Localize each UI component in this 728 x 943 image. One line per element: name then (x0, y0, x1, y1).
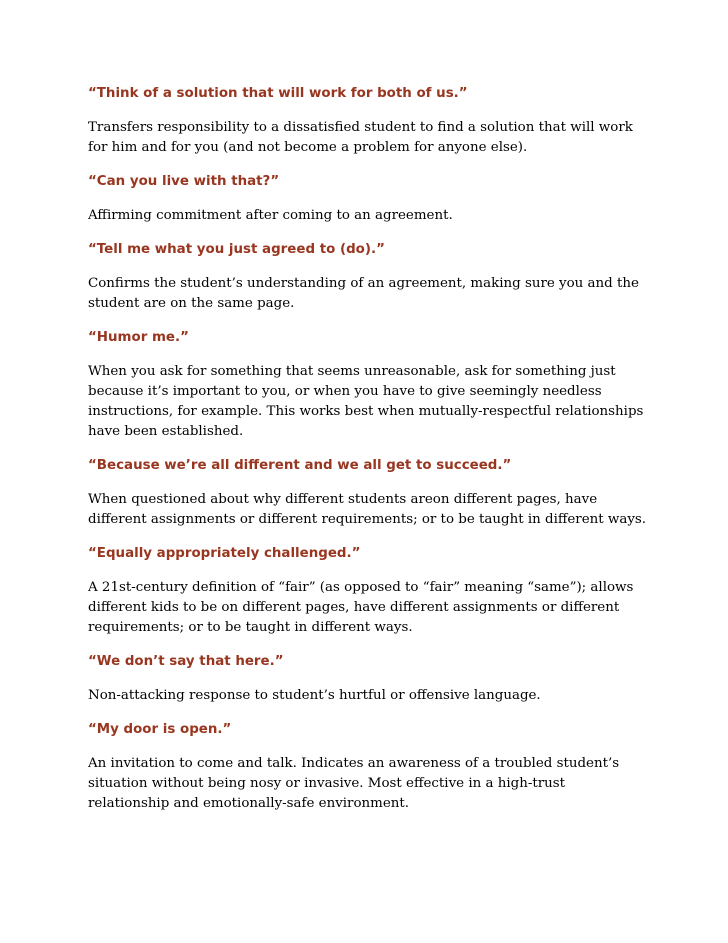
description-line: situation without being nosy or invasive. Most effective in a high-trust (88, 776, 566, 791)
entry-description (88, 362, 648, 442)
entry-description (88, 118, 648, 158)
description-line: different kids to be on different pages, have different assignments or different (88, 600, 620, 615)
entry-description (88, 206, 648, 226)
description-line: When questioned about why different students areon different pages, have (88, 492, 598, 507)
description-line: When you ask for something that seems unreasonable, ask for something just (88, 364, 616, 379)
entry-tell-me-what-you-agreed (88, 240, 648, 314)
description-line: instructions, for example. This works best when mutually-respectful relationships (88, 404, 644, 419)
entry-heading: “Because we’re all different and we all get to succeed.” (88, 458, 512, 473)
description-line: Confirms the student’s understanding of an agreement, making sure you and the (88, 276, 639, 291)
description-line: have been established. (88, 424, 244, 439)
description-line: requirements; or to be taught in different ways. (88, 620, 413, 635)
description-line: Non-attacking response to student’s hurtful or offensive language. (88, 688, 541, 703)
entry-description (88, 754, 648, 814)
entry-can-you-live-with-that (88, 172, 648, 226)
entry-heading: “My door is open.” (88, 722, 232, 737)
entry-heading: “Tell me what you just agreed to (do).” (88, 242, 385, 257)
description-line: relationship and emotionally-safe environment. (88, 796, 410, 811)
entry-description (88, 686, 648, 706)
description-line: Transfers responsibility to a dissatisfied student to find a solution that will work (88, 120, 633, 135)
description-line: Affirming commitment after coming to an agreement. (88, 208, 453, 223)
entry-we-dont-say-that (88, 652, 648, 706)
entry-all-different (88, 456, 648, 530)
entry-heading: “Can you live with that?” (88, 174, 280, 189)
entry-description (88, 490, 648, 530)
entry-heading: “Equally appropriately challenged.” (88, 546, 361, 561)
entry-description (88, 578, 648, 638)
entry-heading: “Humor me.” (88, 330, 189, 345)
description-line: A 21st-century definition of “fair” (as opposed to “fair” meaning “same”); allows (88, 580, 634, 595)
description-line: different assignments or different requirements; or to be taught in different ways. (88, 512, 647, 527)
entry-think-of-solution (88, 84, 648, 158)
document-content (88, 84, 648, 828)
entry-description (88, 274, 648, 314)
entry-heading: “Think of a solution that will work for both of us.” (88, 86, 468, 101)
description-line: because it’s important to you, or when you have to give seemingly needless (88, 384, 602, 399)
entry-humor-me (88, 328, 648, 442)
description-line: for him and for you (and not become a problem for anyone else). (88, 140, 528, 155)
entry-equally-challenged (88, 544, 648, 638)
entry-my-door-is-open (88, 720, 648, 814)
entry-heading: “We don’t say that here.” (88, 654, 284, 669)
description-line: student are on the same page. (88, 296, 295, 311)
description-line: An invitation to come and talk. Indicates an awareness of a troubled student’s (88, 756, 620, 771)
